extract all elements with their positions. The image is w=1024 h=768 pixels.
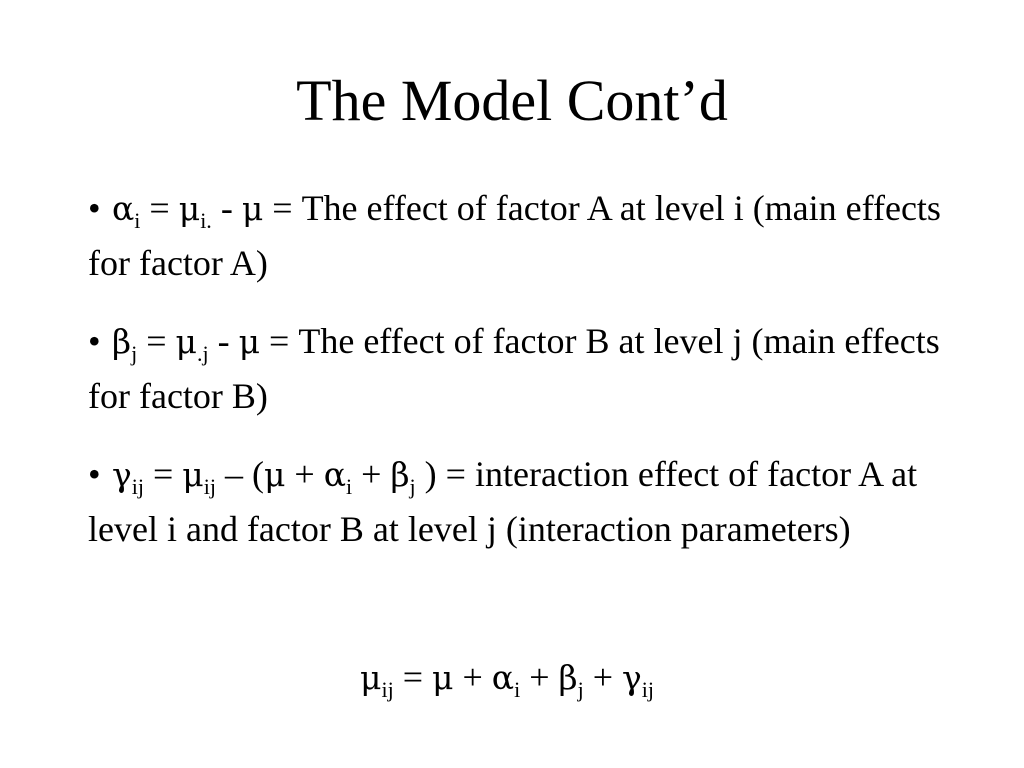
alpha-subscript: i	[514, 677, 521, 702]
alpha-subscript: i	[134, 208, 141, 233]
mu-subscript: i.	[200, 208, 212, 233]
model-equation	[0, 650, 1024, 705]
mu-subscript: ij	[381, 677, 394, 702]
bullet-marker: •	[88, 454, 101, 494]
slide-title: The Model Cont’d	[296, 68, 728, 133]
gamma-symbol: γ	[112, 455, 132, 494]
beta-subscript: j	[131, 341, 138, 366]
mu-symbol: μ	[178, 189, 201, 228]
plus-sign: +	[583, 657, 623, 697]
bullet-beta	[88, 314, 948, 423]
mu-subscript: .j	[196, 341, 209, 366]
gamma-subscript: ij	[641, 677, 654, 702]
beta-symbol: β	[390, 455, 410, 494]
bullet-text: = The effect of factor B at level j (main effects for factor B)	[88, 321, 940, 416]
bullet-text: = interaction effect of factor A at level i and factor B at level j (interaction parameters)	[88, 454, 918, 549]
mu-symbol: μ	[182, 455, 204, 494]
bullet-marker: •	[88, 321, 101, 361]
bullet-gamma	[88, 447, 948, 556]
gamma-symbol: γ	[622, 658, 642, 697]
alpha-subscript: i	[346, 474, 353, 499]
beta-subscript: j	[577, 677, 584, 702]
mu-symbol: μ	[238, 322, 261, 361]
plus-sign: +	[352, 454, 391, 494]
mu-symbol: μ	[360, 658, 382, 697]
bullet-list	[88, 181, 948, 580]
equation-line	[360, 650, 654, 705]
minus-paren: – (	[215, 454, 264, 494]
bullet-marker: •	[88, 188, 101, 228]
beta-subscript: j	[409, 474, 416, 499]
equals-sign: =	[140, 188, 179, 228]
gamma-subscript: ij	[131, 474, 144, 499]
mu-symbol: μ	[241, 189, 264, 228]
mu-subscript: ij	[203, 474, 216, 499]
mu-symbol: μ	[175, 322, 197, 361]
mu-symbol: μ	[432, 658, 454, 697]
minus-sign: -	[211, 188, 242, 228]
mu-symbol: μ	[263, 455, 286, 494]
alpha-symbol: α	[112, 189, 135, 228]
beta-symbol: β	[112, 322, 132, 361]
close-paren: )	[415, 454, 437, 494]
plus-sign: +	[285, 454, 324, 494]
minus-sign: -	[208, 321, 239, 361]
plus-sign: +	[520, 657, 559, 697]
equals-sign: =	[143, 454, 183, 494]
equals-sign: =	[393, 657, 432, 697]
beta-symbol: β	[558, 658, 578, 697]
equals-sign: =	[137, 321, 176, 361]
bullet-text: = The effect of factor A at level i (main effects for factor A)	[88, 188, 941, 283]
alpha-symbol: α	[323, 455, 347, 494]
alpha-symbol: α	[491, 658, 515, 697]
bullet-alpha	[88, 181, 948, 290]
plus-sign: +	[453, 657, 492, 697]
